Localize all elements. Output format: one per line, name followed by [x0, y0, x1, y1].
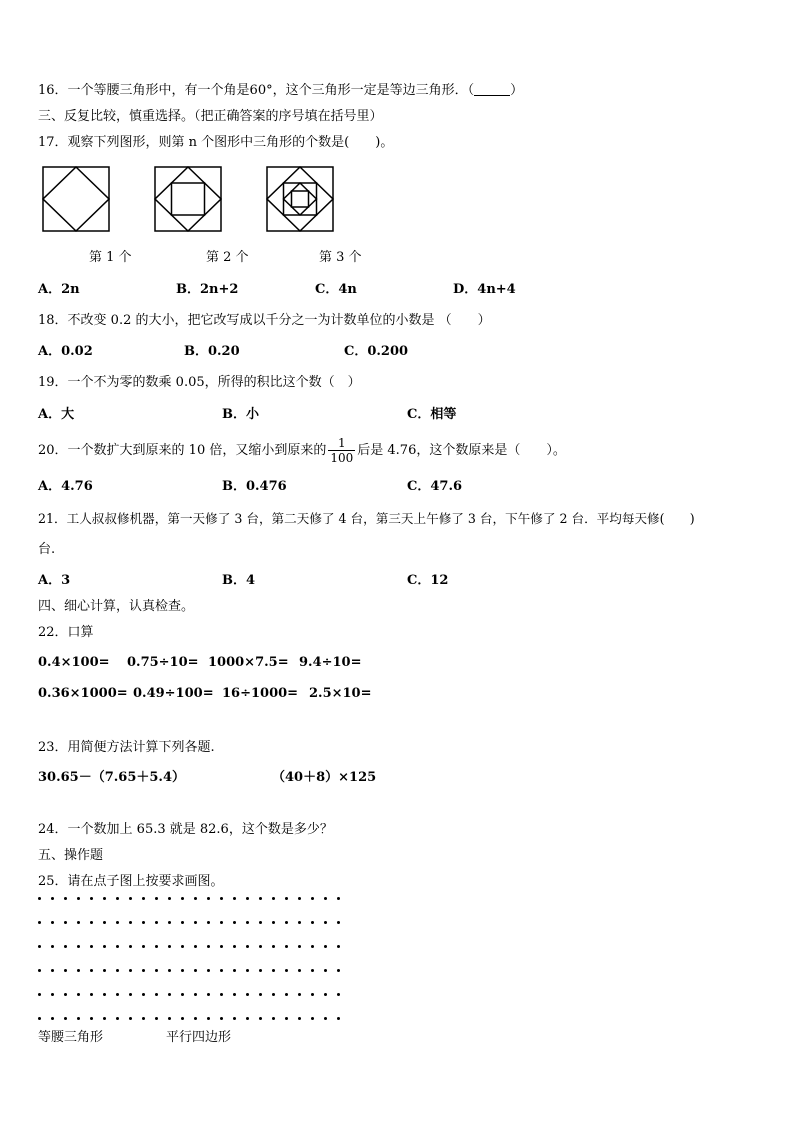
grid-dot[interactable] — [337, 945, 340, 948]
grid-dot[interactable] — [311, 897, 314, 900]
grid-dot[interactable] — [142, 993, 145, 996]
grid-dot[interactable] — [194, 945, 197, 948]
grid-dot[interactable] — [155, 993, 158, 996]
grid-dot[interactable] — [155, 1017, 158, 1020]
grid-dot[interactable] — [259, 921, 262, 924]
dot-row — [38, 968, 348, 974]
q18-text: 18．不改变 0.2 的大小，把它改写成以千分之一为计数单位的小数是 （ ） — [38, 313, 491, 328]
grid-dot[interactable] — [285, 1017, 288, 1020]
grid-dot[interactable] — [155, 897, 158, 900]
grid-dot[interactable] — [129, 1017, 132, 1020]
grid-dot[interactable] — [324, 921, 327, 924]
q17-text: 17．观察下列图形，则第 n 个图形中三角形的个数是( )。 — [38, 135, 394, 150]
q20-text-a: 20．一个数扩大到原来的 10 倍，又缩小到原来的 — [38, 443, 327, 458]
grid-dot[interactable] — [233, 993, 236, 996]
grid-dot[interactable] — [168, 993, 171, 996]
q25-label-1: 等腰三角形 — [38, 1030, 104, 1045]
grid-dot[interactable] — [116, 969, 119, 972]
grid-dot[interactable] — [246, 993, 249, 996]
q20-option-a[interactable]: A．4.76 — [38, 479, 93, 494]
calc-item: 0.36×1000= — [38, 686, 128, 701]
grid-dot[interactable] — [142, 921, 145, 924]
grid-dot[interactable] — [324, 897, 327, 900]
grid-dot[interactable] — [168, 969, 171, 972]
fraction-numerator: 1 — [328, 436, 355, 451]
calc-item: 0.75÷10= — [127, 655, 199, 670]
grid-dot[interactable] — [181, 1017, 184, 1020]
dot-row — [38, 1016, 348, 1022]
grid-dot[interactable] — [90, 969, 93, 972]
grid-dot[interactable] — [64, 921, 67, 924]
grid-dot[interactable] — [259, 1017, 262, 1020]
calc-item: 1000×7.5= — [208, 655, 289, 670]
q25-text: 25．请在点子图上按要求画图。 — [38, 874, 224, 889]
grid-dot[interactable] — [129, 945, 132, 948]
calc-item: 0.49÷100= — [133, 686, 214, 701]
grid-dot[interactable] — [259, 969, 262, 972]
grid-dot[interactable] — [155, 921, 158, 924]
grid-dot[interactable] — [64, 1017, 67, 1020]
q19-option-a[interactable]: A．大 — [38, 407, 75, 422]
calc-item: 2.5×10= — [309, 686, 372, 701]
grid-dot[interactable] — [233, 921, 236, 924]
grid-dot[interactable] — [246, 897, 249, 900]
grid-dot[interactable] — [155, 969, 158, 972]
grid-dot[interactable] — [324, 969, 327, 972]
fraction-denominator: 100 — [330, 451, 354, 465]
q19-option-c[interactable]: C．相等 — [407, 407, 457, 422]
q23-text: 23．用简便方法计算下列各题. — [38, 740, 215, 755]
grid-dot[interactable] — [311, 921, 314, 924]
grid-dot[interactable] — [207, 1017, 210, 1020]
grid-dot[interactable] — [298, 945, 301, 948]
grid-dot[interactable] — [272, 1017, 275, 1020]
grid-dot[interactable] — [51, 921, 54, 924]
grid-dot[interactable] — [220, 897, 223, 900]
grid-dot[interactable] — [259, 945, 262, 948]
q21-continuation: 台. — [38, 542, 56, 557]
grid-dot[interactable] — [259, 993, 262, 996]
grid-dot[interactable] — [38, 969, 41, 972]
grid-dot[interactable] — [142, 1017, 145, 1020]
section5-heading: 五、操作题 — [38, 848, 104, 863]
grid-dot[interactable] — [90, 921, 93, 924]
q16-line — [38, 83, 523, 99]
figure-2 — [154, 166, 222, 232]
grid-dot[interactable] — [64, 897, 67, 900]
grid-dot[interactable] — [194, 993, 197, 996]
figure-caption-3: 第 3 个 — [319, 250, 362, 265]
q22-text: 22．口算 — [38, 625, 94, 640]
calc-item: 0.4×100= — [38, 655, 110, 670]
q18-option-a[interactable]: A．0.02 — [38, 344, 93, 359]
grid-dot[interactable] — [90, 897, 93, 900]
section4-heading: 四、细心计算，认真检查。 — [38, 599, 195, 614]
grid-dot[interactable] — [90, 993, 93, 996]
figure-1 — [42, 166, 110, 232]
grid-dot[interactable] — [233, 897, 236, 900]
grid-dot[interactable] — [103, 993, 106, 996]
q20-option-b[interactable]: B．0.476 — [222, 479, 287, 494]
grid-dot[interactable] — [220, 993, 223, 996]
grid-dot[interactable] — [324, 945, 327, 948]
grid-dot[interactable] — [38, 945, 41, 948]
q17-option-a[interactable]: A．2n — [38, 282, 80, 297]
grid-dot[interactable] — [181, 969, 184, 972]
grid-dot[interactable] — [220, 969, 223, 972]
grid-dot[interactable] — [311, 1017, 314, 1020]
grid-dot[interactable] — [38, 921, 41, 924]
q25-label-2: 平行四边形 — [166, 1030, 232, 1045]
figure-3 — [266, 166, 334, 232]
grid-dot[interactable] — [207, 921, 210, 924]
grid-dot[interactable] — [337, 897, 340, 900]
grid-dot[interactable] — [233, 1017, 236, 1020]
grid-dot[interactable] — [77, 969, 80, 972]
grid-dot[interactable] — [272, 969, 275, 972]
grid-dot[interactable] — [168, 1017, 171, 1020]
grid-dot[interactable] — [116, 945, 119, 948]
grid-dot[interactable] — [337, 921, 340, 924]
calc-item: 16÷1000= — [222, 686, 299, 701]
grid-dot[interactable] — [337, 969, 340, 972]
grid-dot[interactable] — [129, 897, 132, 900]
grid-dot[interactable] — [129, 921, 132, 924]
q23-expr-1: 30.65－（7.65＋5.4） — [38, 770, 185, 785]
grid-dot[interactable] — [272, 921, 275, 924]
grid-dot[interactable] — [324, 1017, 327, 1020]
grid-dot[interactable] — [116, 993, 119, 996]
grid-dot[interactable] — [129, 969, 132, 972]
grid-dot[interactable] — [337, 1017, 340, 1020]
grid-dot[interactable] — [181, 921, 184, 924]
grid-dot[interactable] — [285, 921, 288, 924]
grid-dot[interactable] — [77, 993, 80, 996]
grid-dot[interactable] — [103, 945, 106, 948]
grid-dot[interactable] — [103, 969, 106, 972]
q24-text: 24．一个数加上 65.3 就是 82.6，这个数是多少？ — [38, 822, 333, 837]
q23-expr-2: （40＋8）×125 — [272, 770, 377, 785]
q19-option-b[interactable]: B．小 — [222, 407, 259, 422]
grid-dot[interactable] — [129, 993, 132, 996]
q17-option-d[interactable]: D．4n+4 — [453, 282, 516, 297]
grid-dot[interactable] — [298, 921, 301, 924]
q16-end: ） — [510, 83, 524, 98]
grid-dot[interactable] — [38, 897, 41, 900]
q20-text-b: 后是 4.76，这个数原来是（ ）。 — [357, 443, 566, 458]
grid-dot[interactable] — [220, 1017, 223, 1020]
q19-text: 19．一个不为零的数乘 0.05，所得的积比这个数（ ） — [38, 375, 361, 390]
grid-dot[interactable] — [246, 969, 249, 972]
grid-dot[interactable] — [285, 897, 288, 900]
grid-dot[interactable] — [324, 993, 327, 996]
grid-dot[interactable] — [220, 921, 223, 924]
grid-dot[interactable] — [142, 897, 145, 900]
q18-option-c[interactable]: C．0.200 — [344, 344, 409, 359]
grid-dot[interactable] — [298, 1017, 301, 1020]
q21-option-c[interactable]: C．12 — [407, 573, 449, 588]
grid-dot[interactable] — [207, 897, 210, 900]
grid-dot[interactable] — [38, 1017, 41, 1020]
grid-dot[interactable] — [77, 921, 80, 924]
grid-dot[interactable] — [77, 945, 80, 948]
grid-dot[interactable] — [272, 945, 275, 948]
dot-row — [38, 992, 348, 998]
grid-dot[interactable] — [116, 921, 119, 924]
grid-dot[interactable] — [246, 945, 249, 948]
grid-dot[interactable] — [181, 993, 184, 996]
grid-dot[interactable] — [51, 993, 54, 996]
dot-row — [38, 920, 348, 926]
grid-dot[interactable] — [168, 945, 171, 948]
grid-dot[interactable] — [194, 897, 197, 900]
grid-dot[interactable] — [207, 945, 210, 948]
grid-dot[interactable] — [207, 993, 210, 996]
grid-dot[interactable] — [181, 897, 184, 900]
grid-dot[interactable] — [246, 1017, 249, 1020]
grid-dot[interactable] — [233, 969, 236, 972]
grid-dot[interactable] — [181, 945, 184, 948]
grid-dot[interactable] — [194, 969, 197, 972]
grid-dot[interactable] — [311, 945, 314, 948]
section3-heading: 三、反复比较，慎重选择。（把正确答案的序号填在括号里） — [38, 109, 383, 124]
grid-dot[interactable] — [311, 993, 314, 996]
q21-option-a[interactable]: A．3 — [38, 573, 71, 588]
fraction — [328, 436, 355, 465]
grid-dot[interactable] — [298, 993, 301, 996]
q20-option-c[interactable]: C．47.6 — [407, 479, 463, 494]
grid-dot[interactable] — [272, 993, 275, 996]
q21-text: 21．工人叔叔修机器，第一天修了 3 台，第二天修了 4 台，第三天上午修了 3 台，下午修了 2 台．平均每天修( ) — [38, 511, 695, 526]
grid-dot[interactable] — [77, 897, 80, 900]
figure-caption-1: 第 1 个 — [89, 250, 132, 265]
grid-dot[interactable] — [285, 945, 288, 948]
grid-dot[interactable] — [77, 1017, 80, 1020]
grid-dot[interactable] — [259, 897, 262, 900]
q21-option-b[interactable]: B．4 — [222, 573, 256, 588]
grid-dot[interactable] — [298, 969, 301, 972]
grid-dot[interactable] — [233, 945, 236, 948]
answer-blank[interactable] — [474, 83, 510, 96]
grid-dot[interactable] — [64, 969, 67, 972]
grid-dot[interactable] — [51, 945, 54, 948]
grid-dot[interactable] — [64, 945, 67, 948]
grid-dot[interactable] — [194, 1017, 197, 1020]
grid-dot[interactable] — [246, 921, 249, 924]
grid-dot[interactable] — [64, 993, 67, 996]
q18-option-b[interactable]: B．0.20 — [184, 344, 240, 359]
grid-dot[interactable] — [90, 945, 93, 948]
grid-dot[interactable] — [116, 1017, 119, 1020]
grid-dot[interactable] — [207, 969, 210, 972]
grid-dot[interactable] — [142, 945, 145, 948]
calc-item: 9.4÷10= — [299, 655, 362, 670]
q20-line — [38, 436, 566, 466]
grid-dot[interactable] — [194, 921, 197, 924]
grid-dot[interactable] — [168, 897, 171, 900]
grid-dot[interactable] — [51, 1017, 54, 1020]
grid-dot[interactable] — [103, 921, 106, 924]
grid-dot[interactable] — [51, 897, 54, 900]
figure-caption-2: 第 2 个 — [206, 250, 249, 265]
grid-dot[interactable] — [168, 921, 171, 924]
grid-dot[interactable] — [51, 969, 54, 972]
grid-dot[interactable] — [298, 897, 301, 900]
grid-dot[interactable] — [90, 1017, 93, 1020]
grid-dot[interactable] — [103, 1017, 106, 1020]
grid-dot[interactable] — [272, 897, 275, 900]
q17-option-b[interactable]: B．2n+2 — [176, 282, 239, 297]
dot-row — [38, 944, 348, 950]
dot-row — [38, 896, 348, 902]
grid-dot[interactable] — [285, 969, 288, 972]
q17-option-c[interactable]: C．4n — [315, 282, 357, 297]
grid-dot[interactable] — [116, 897, 119, 900]
grid-dot[interactable] — [103, 897, 106, 900]
q16-text: 16．一个等腰三角形中，有一个角是60°，这个三角形一定是等边三角形．（ — [38, 83, 475, 98]
grid-dot[interactable] — [337, 993, 340, 996]
grid-dot[interactable] — [285, 993, 288, 996]
grid-dot[interactable] — [311, 969, 314, 972]
grid-dot[interactable] — [142, 969, 145, 972]
grid-dot[interactable] — [155, 945, 158, 948]
grid-dot[interactable] — [38, 993, 41, 996]
grid-dot[interactable] — [220, 945, 223, 948]
